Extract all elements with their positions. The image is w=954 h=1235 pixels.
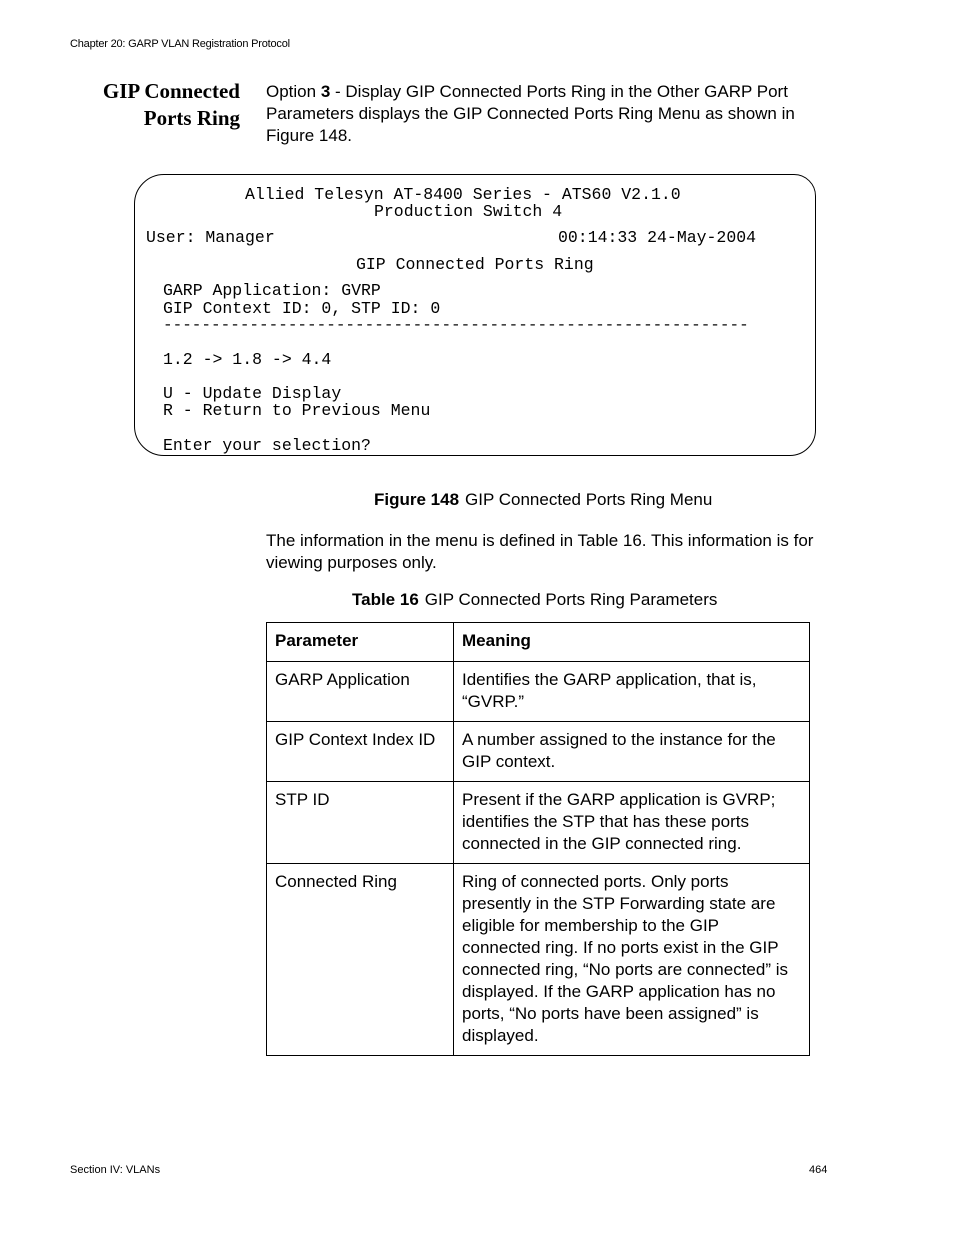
terminal-ports-ring: 1.2 -> 1.8 -> 4.4 — [163, 350, 332, 369]
table-cell-meaning: A number assigned to the instance for the GIP context. — [454, 722, 810, 782]
terminal-option-return: R - Return to Previous Menu — [163, 401, 431, 420]
terminal-menu-title: GIP Connected Ports Ring — [356, 255, 594, 274]
terminal-title: Allied Telesyn AT-8400 Series - ATS60 V2.1.0 — [245, 185, 681, 204]
terminal-option-update: U - Update Display — [163, 384, 342, 403]
table-cell-parameter: STP ID — [267, 782, 454, 864]
figure-label: Figure 148 — [374, 490, 460, 509]
section-heading — [70, 78, 240, 132]
column-header-parameter: Parameter — [267, 623, 454, 662]
table-cell-parameter: Connected Ring — [267, 864, 454, 1056]
terminal-context-id: GIP Context ID: 0, STP ID: 0 — [163, 299, 441, 318]
table-label: Table 16 — [352, 590, 419, 609]
table-row — [267, 782, 810, 864]
terminal-switch-name: Production Switch 4 — [374, 202, 563, 221]
section-heading-line2: Ports Ring — [143, 106, 240, 130]
table-caption — [352, 589, 717, 611]
section-heading-line1: GIP Connected — [102, 79, 240, 103]
table-cell-parameter: GARP Application — [267, 662, 454, 722]
terminal-screen — [134, 174, 816, 456]
terminal-timestamp: 00:14:33 24-May-2004 — [558, 228, 757, 247]
parameters-table — [266, 622, 810, 1056]
table-row — [267, 864, 810, 1056]
table-row — [267, 662, 810, 722]
table-cell-meaning: Identifies the GARP application, that is, “GVRP.” — [454, 662, 810, 722]
intro-paragraph — [266, 81, 826, 147]
terminal-garp-application: GARP Application: GVRP — [163, 281, 381, 300]
terminal-prompt: Enter your selection? — [163, 436, 371, 455]
running-header: Chapter 20: GARP VLAN Registration Protocol — [70, 38, 290, 50]
figure-caption — [374, 489, 712, 511]
footer-section: Section IV: VLANs — [70, 1164, 161, 1176]
intro-text-end: - Display GIP Connected Ports Ring in the Other GARP Port Parameters displays the GIP Connected Ports Ring Menu as shown in Figure 148. — [266, 82, 795, 145]
table-title: GIP Connected Ports Ring Parameters — [424, 590, 718, 609]
column-header-meaning: Meaning — [454, 623, 810, 662]
terminal-separator: ------------------------------------------------------------- — [163, 316, 749, 334]
table-cell-meaning: Present if the GARP application is GVRP; identifies the STP that has these ports connected in the GIP connected ring. — [454, 782, 810, 864]
intro-option-number: 3 — [320, 82, 331, 101]
table-cell-parameter: GIP Context Index ID — [267, 722, 454, 782]
intro-text-start: Option — [266, 82, 321, 101]
body-paragraph: The information in the menu is defined in Table 16. This information is for viewing purposes only. — [266, 531, 814, 572]
table-row — [267, 722, 810, 782]
table-header-row — [267, 623, 810, 662]
terminal-user: User: Manager — [146, 228, 275, 247]
figure-title: GIP Connected Ports Ring Menu — [465, 490, 713, 509]
table-cell-meaning: Ring of connected ports. Only ports presently in the STP Forwarding state are eligible for membership to the GIP connected ring. If no ports exist in the GIP connected ring, “No ports are connected” is displayed. If the GARP application has no ports, “No ports have been assigned” is displayed. — [454, 864, 810, 1056]
page-number: 464 — [809, 1164, 828, 1176]
